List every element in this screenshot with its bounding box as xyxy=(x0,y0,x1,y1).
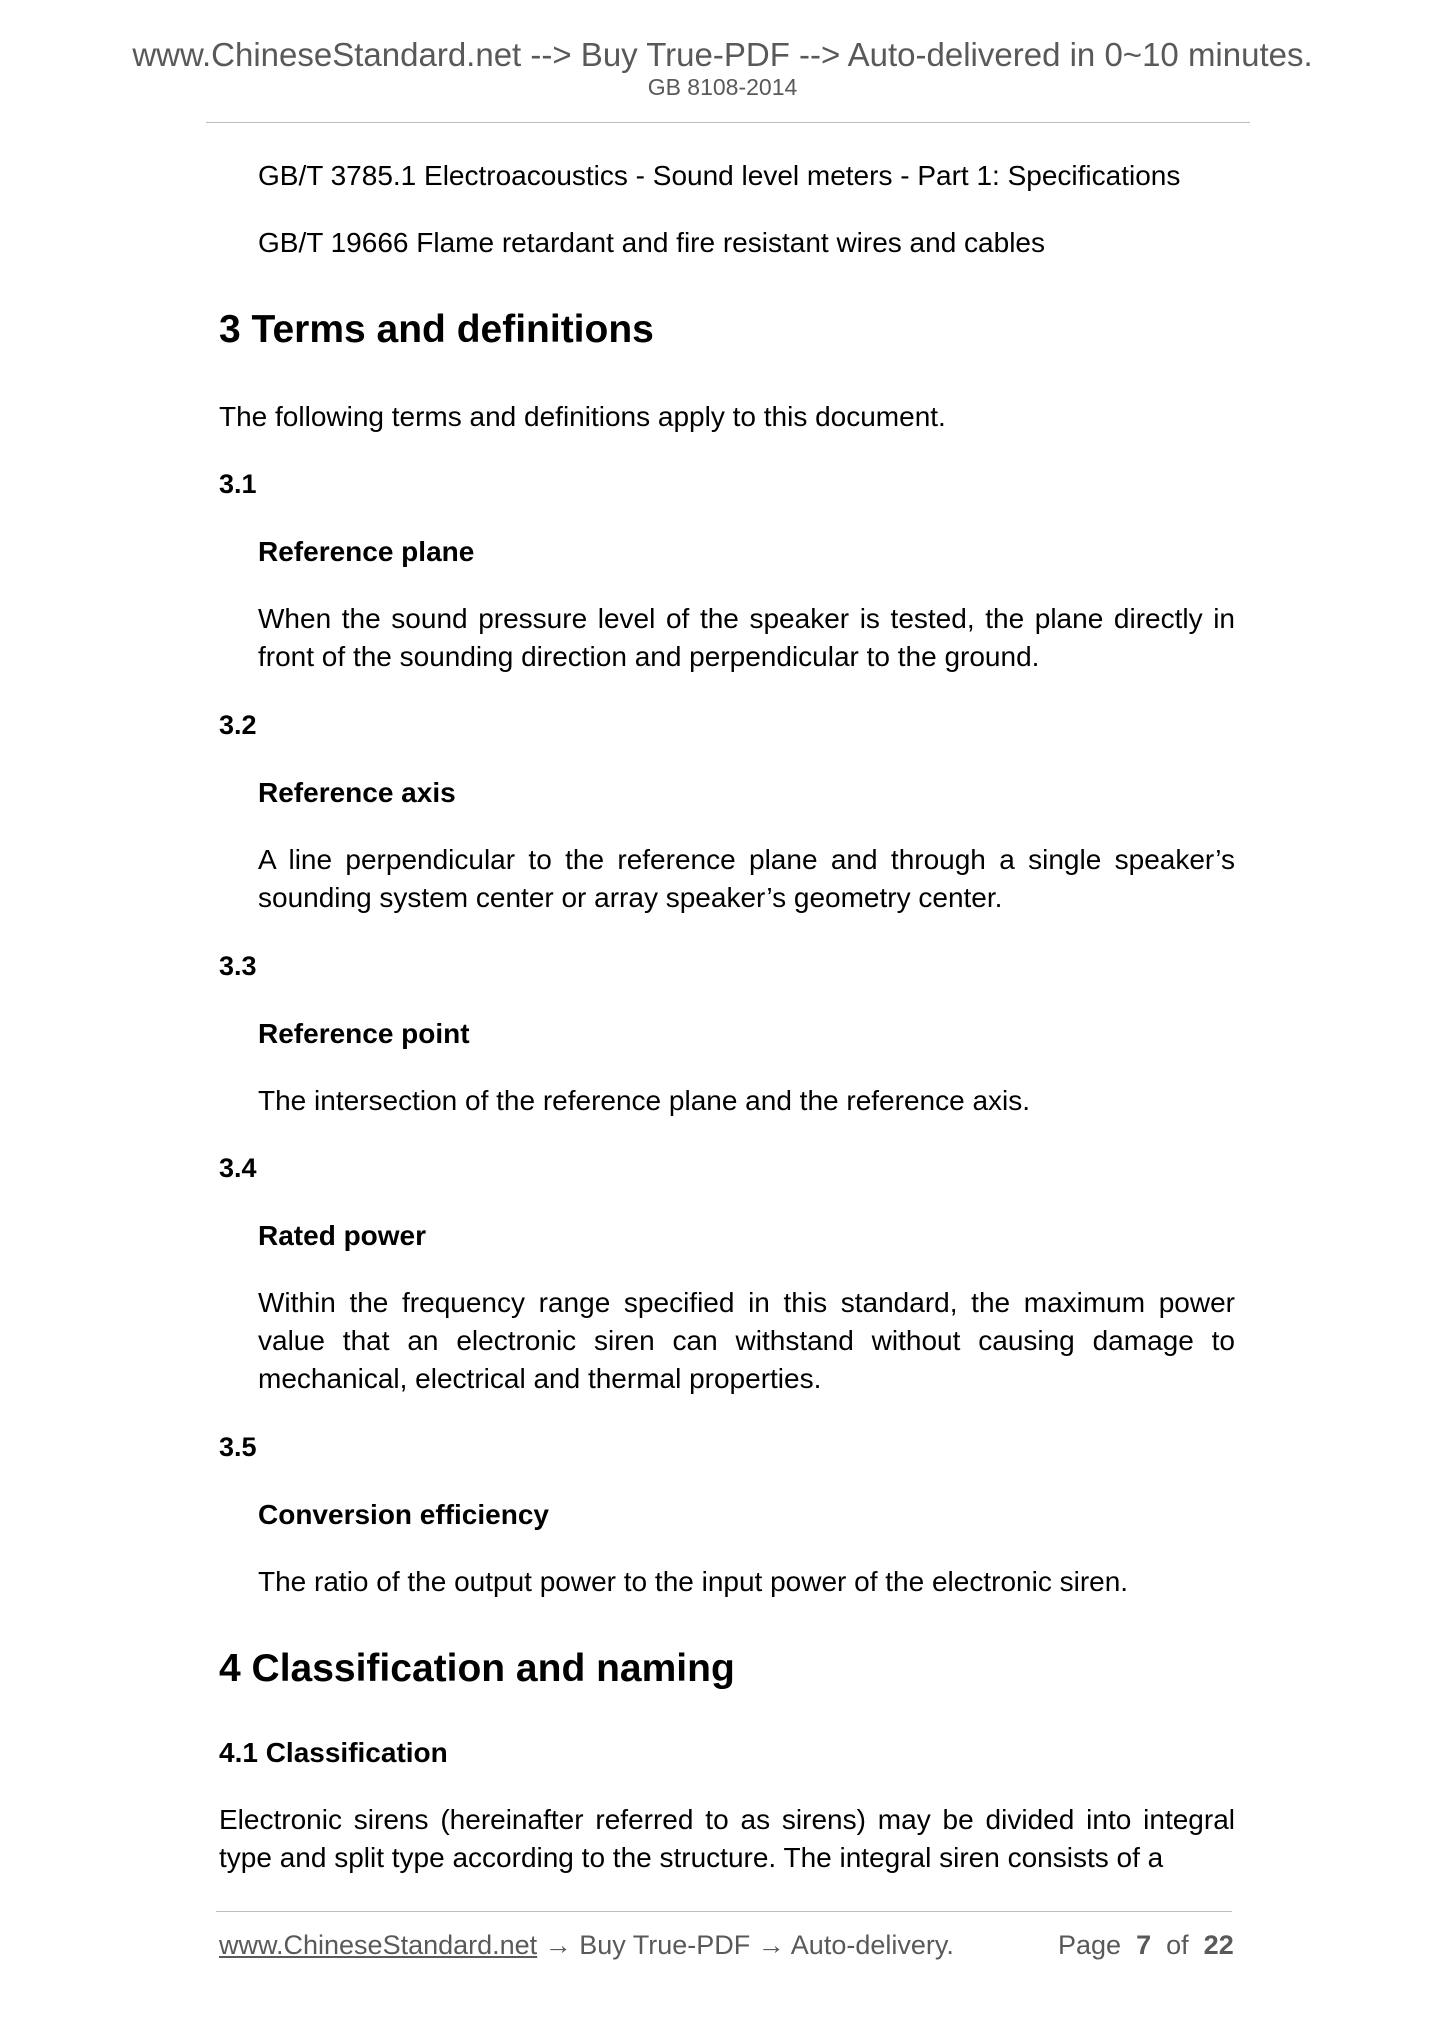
subsection-4-1-heading: 4.1 Classification xyxy=(219,1737,448,1768)
term-number-3-5: 3.5 xyxy=(219,1432,257,1462)
term-title-reference-axis: Reference axis xyxy=(258,777,456,808)
section-3-intro: The following terms and definitions apply to this document. xyxy=(219,401,946,432)
section-4-heading: 4 Classification and naming xyxy=(219,1647,735,1690)
footer-divider xyxy=(216,1911,1232,1912)
section-4-1-paragraph: Electronic sirens (hereinafter referred to as sirens) may be divided into integral type and split type according to the structure. The integral siren consists of a xyxy=(219,1804,1235,1873)
reference-gbt-3785-1: GB/T 3785.1 Electroacoustics - Sound level meters - Part 1: Specifications xyxy=(258,160,1181,191)
document-id: GB 8108-2014 xyxy=(647,74,798,100)
term-number-3-1: 3.1 xyxy=(219,469,257,499)
of-label: of xyxy=(1166,1930,1189,1960)
term-title-rated-power: Rated power xyxy=(258,1220,427,1251)
term-title-reference-plane: Reference plane xyxy=(258,536,475,567)
page-total: 22 xyxy=(1203,1930,1234,1960)
term-number-3-4: 3.4 xyxy=(219,1153,257,1183)
site-banner: www.ChineseStandard.net --> Buy True-PDF --> Auto-delivered in 0~10 minutes. xyxy=(132,36,1313,73)
term-definition-reference-point: The intersection of the reference plane and the reference axis. xyxy=(258,1085,1031,1116)
term-definition-conversion-efficiency: The ratio of the output power to the input power of the electronic siren. xyxy=(258,1566,1129,1597)
term-definition-reference-axis: A line perpendicular to the reference plane and through a single speaker’s sounding system center or array speaker’s geometry center. xyxy=(258,844,1235,913)
page-number: 7 xyxy=(1136,1930,1152,1960)
term-title-conversion-efficiency: Conversion efficiency xyxy=(258,1499,549,1530)
footer-buy-text: Buy True-PDF xyxy=(579,1930,751,1960)
page-label: Page xyxy=(1058,1930,1122,1960)
footer-delivery-text: Auto-delivery. xyxy=(790,1930,954,1960)
section-3-heading: 3 Terms and definitions xyxy=(219,308,654,351)
term-number-3-2: 3.2 xyxy=(219,710,257,740)
term-definition-reference-plane: When the sound pressure level of the speaker is tested, the plane directly in front of the sounding direction and perpendicular to the ground. xyxy=(258,603,1235,672)
footer-links xyxy=(219,1926,954,1964)
term-title-reference-point: Reference point xyxy=(258,1018,470,1049)
arrow-right-icon: → xyxy=(544,1930,572,1960)
arrow-right-icon: → xyxy=(757,1930,785,1960)
page-indicator xyxy=(1058,1926,1234,1964)
term-number-3-3: 3.3 xyxy=(219,951,257,981)
term-definition-rated-power: Within the frequency range specified in this standard, the maximum power value that an electronic siren can withstand without causing damage to mechanical, electrical and thermal properties. xyxy=(258,1287,1235,1394)
reference-gbt-19666: GB/T 19666 Flame retardant and fire resistant wires and cables xyxy=(258,227,1045,258)
footer-site-link[interactable]: www.ChineseStandard.net xyxy=(219,1930,538,1960)
